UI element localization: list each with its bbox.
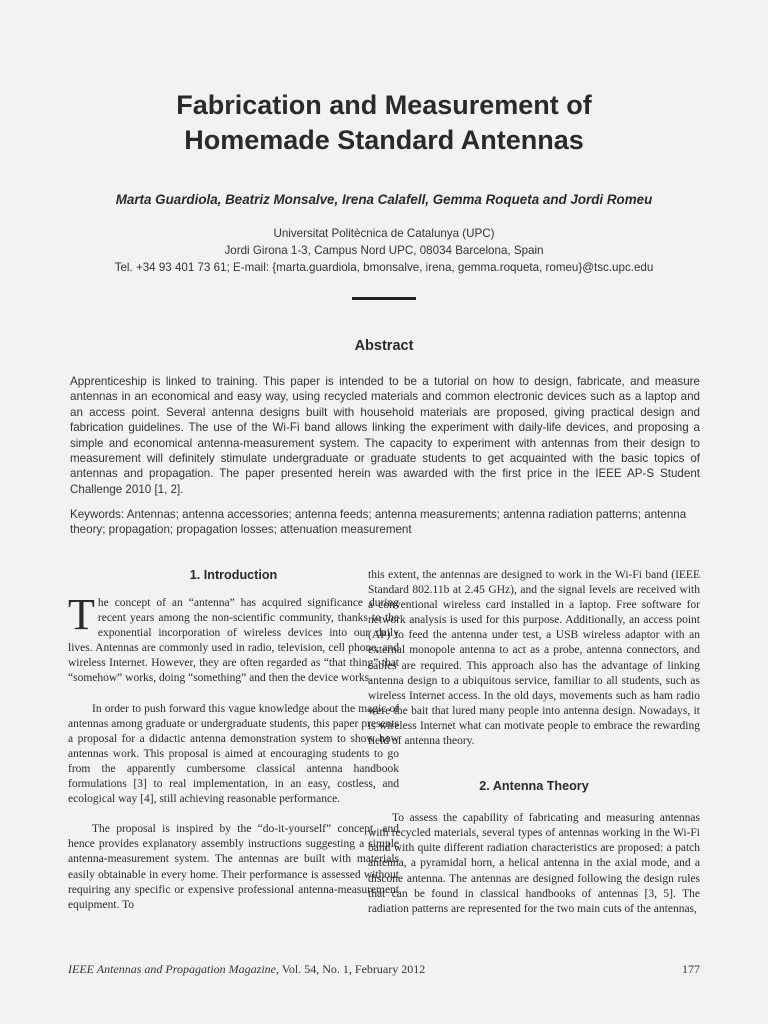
affiliation-institution: Universitat Politècnica de Catalunya (UPC) <box>273 227 495 240</box>
section-heading-introduction: 1. Introduction <box>189 568 278 582</box>
affiliation-block <box>0 225 768 276</box>
affiliation-address: Jordi Girona 1-3, Campus Nord UPC, 08034 Barcelona, Spain <box>224 244 544 257</box>
footer-citation <box>68 962 425 977</box>
intro-paragraph-2: In order to push forward this vague knowledge about the magic of antennas among graduate or undergraduate students, this paper presents a proposal for a didactic antenna demonstration system to show how antennas work. This proposal is aimed at encouraging students to go from the apparently cumbersome classical antenna handbook formulations [3] to real implementation, in an easy, costless, and ecological way [4], still achieving reasonable performance. <box>68 702 399 806</box>
left-column <box>68 568 399 913</box>
paper-title <box>0 88 768 158</box>
drop-cap: T <box>68 590 95 639</box>
author-list: Marta Guardiola, Beatriz Monsalve, Irena Calafell, Gemma Roqueta and Jordi Romeu <box>115 192 653 207</box>
intro-continued-paragraph: this extent, the antennas are designed to work in the Wi-Fi band (IEEE Standard 802.11b at 2.45 GHz), and the signal levels are received with a conventional wireless card installed in a laptop. Free software for network analysis is used for this purpose. Additionally, an access point (AP) to feed the antenna under test, a USB wireless adaptor with an external monopole antenna to act as a probe, antenna connectors, and cables are required. This approach also has the advantage of linking antenna design to a ubiquitous service, familiar to all students, such as wireless Internet access. In the old days, movements such as ham radio were the bait that lured many people into antenna design. Nowadays, it is wireless Internet what can motivate people to embrace the rewarding field of antenna theory. <box>368 569 700 748</box>
theory-paragraph-1: To assess the capability of fabricating and measuring antennas with recycled materials, several types of antennas working in the Wi-Fi band with quite different radiation characteristics are proposed: a patch antenna, a pyramidal horn, a helical antenna in the axial mode, and a discone antenna. The antennas are designed following the design rules that can be found in classical handbooks of antennas [3, 5]. The radiation patterns are represented for the two main cuts of the antennas, <box>368 812 700 915</box>
page-number: 177 <box>682 962 700 976</box>
abstract-text: Apprenticeship is linked to training. This paper is intended to be a tutorial on how to design, fabricate, and measure antennas in an economical and easy way, using recycled materials and common electronic devices such as a laptop and an access point. Several antenna designs built with household materials are proposed, giving practical design and fabrication guidelines. The use of the Wi-Fi band allows linking the experiment with daily-life devices, and proposing a simple and economical antenna-measurement system. The capacity to experiment with antennas from their design to measurement will definitely stimulate undergraduate or graduate students to get acquainted with the basic topics of antennas and propagation. The paper presented herein was awarded with the first price in the IEEE AP-S Student Challenge 2010 [1, 2]. <box>70 375 700 496</box>
journal-volume: Vol. 54, No. 1, February 2012 <box>278 962 426 976</box>
keywords: Keywords: Antennas; antenna accessories; antenna feeds; antenna measurements; antenna radiation patterns; antenna theory; propagation; propagation losses; attenuation measurement <box>70 508 687 537</box>
intro-paragraph-1-text: he concept of an “antenna” has acquired significance during recent years among the non-scientific community, thanks to the exponential incorporation of wireless devices into our daily lives. Antennas are commonly used in radio, television, cell phone, and wireless Internet. However, they are often regarded as “that thing” that “somehow” works, doing “something” and then the device works. <box>68 597 399 685</box>
section-heading-antenna-theory: 2. Antenna Theory <box>479 779 589 794</box>
intro-paragraph-3: The proposal is inspired by the “do-it-yourself” concept, and hence provides explanatory assembly instructions suggesting a simple antenna-measurement system. The antennas are built with materials easily obtainable in every home. Their performance is assessed without requiring any specific or expensive professional antenna-measurement equipment. To <box>68 823 399 911</box>
right-column <box>368 568 700 917</box>
title-line-2: Homemade Standard Antennas <box>184 125 584 155</box>
affiliation-contact: Tel. +34 93 401 73 61; E-mail: {marta.guardiola, bmonsalve, irena, gemma.roqueta, romeu}@tsc.upc.edu <box>114 261 654 274</box>
title-line-1: Fabrication and Measurement of <box>176 90 592 120</box>
section-divider <box>352 297 416 300</box>
abstract-heading: Abstract <box>354 338 414 354</box>
intro-paragraph-1 <box>68 590 399 687</box>
journal-name: IEEE Antennas and Propagation Magazine, <box>68 962 279 976</box>
